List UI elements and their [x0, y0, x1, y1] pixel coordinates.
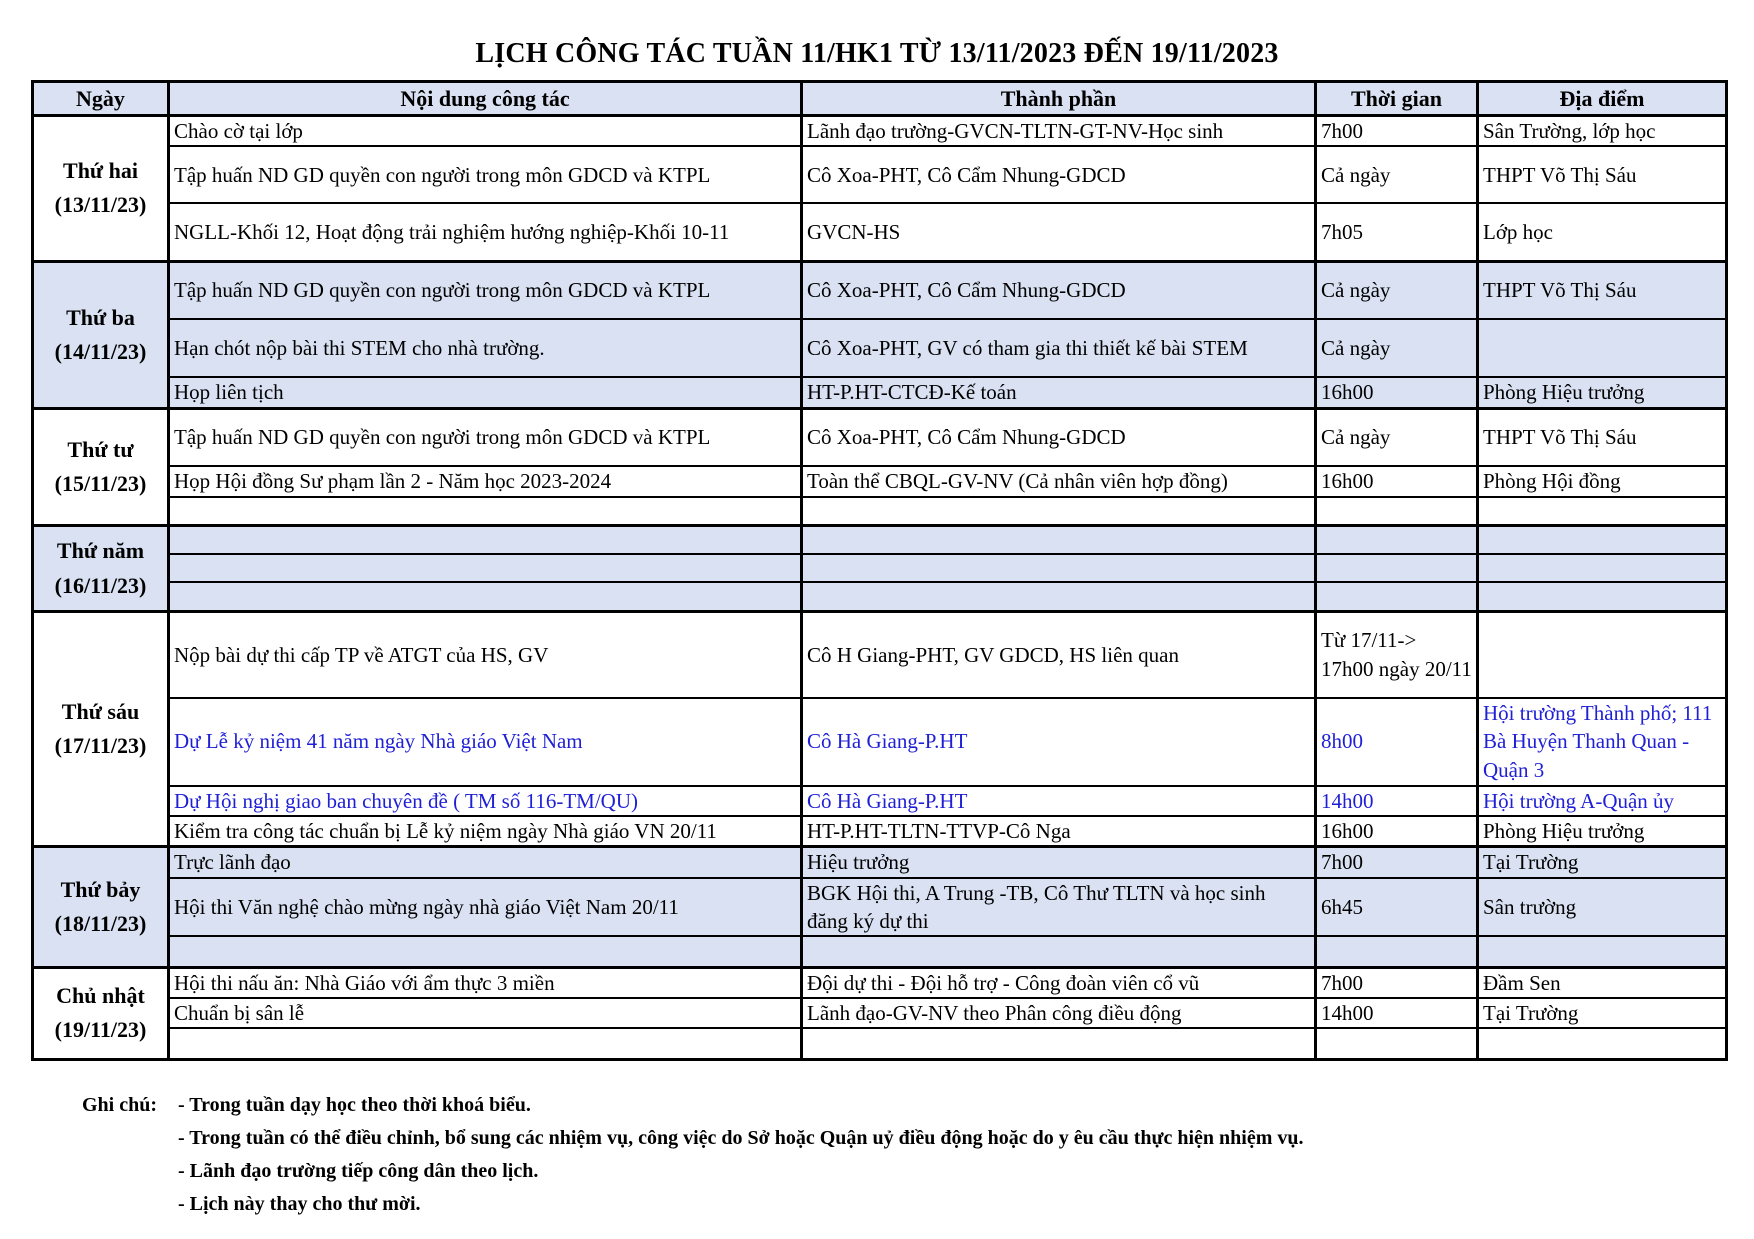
time-cell: Cả ngày	[1316, 261, 1478, 319]
time-cell: Cả ngày	[1316, 408, 1478, 466]
schedule-table	[31, 80, 1728, 1061]
table-row	[33, 526, 1727, 554]
content-cell: Tập huấn ND GD quyền con người trong môn GDCD và KTPL	[169, 408, 802, 466]
time-cell: 14h00	[1316, 998, 1478, 1028]
header-row	[33, 82, 1727, 116]
day-date: (19/11/23)	[54, 1017, 147, 1043]
table-row	[33, 466, 1727, 496]
participants-cell: GVCN-HS	[802, 203, 1316, 261]
note-line: - Lãnh đạo trường tiếp công dân theo lịch.	[178, 1160, 539, 1182]
day-name: Thứ bảy	[60, 876, 141, 902]
table-row	[33, 116, 1727, 147]
content-cell: Họp liên tịch	[169, 377, 802, 408]
table-row	[33, 203, 1727, 261]
content-cell: Chuẩn bị sân lễ	[169, 998, 802, 1028]
time-cell: Cả ngày	[1316, 146, 1478, 203]
participants-cell	[802, 554, 1316, 582]
time-cell: 7h05	[1316, 203, 1478, 261]
time-cell: 7h00	[1316, 847, 1478, 878]
time-cell	[1316, 497, 1478, 526]
place-cell	[1478, 612, 1727, 698]
place-cell: THPT Võ Thị Sáu	[1478, 261, 1727, 319]
participants-cell: Lãnh đạo trường-GVCN-TLTN-GT-NV-Học sinh	[802, 116, 1316, 147]
participants-cell: Cô Xoa-PHT, Cô Cẩm Nhung-GDCD	[802, 408, 1316, 466]
place-cell: Phòng Hội đồng	[1478, 466, 1727, 496]
place-cell	[1478, 526, 1727, 554]
place-cell: Lớp học	[1478, 203, 1727, 261]
place-cell	[1478, 319, 1727, 377]
participants-cell: Đội dự thi - Đội hỗ trợ - Công đoàn viên cổ vũ	[802, 967, 1316, 998]
table-row	[33, 816, 1727, 847]
day-date: (15/11/23)	[54, 470, 147, 496]
table-row	[33, 319, 1727, 377]
day-cell	[33, 847, 169, 968]
time-cell: 16h00	[1316, 816, 1478, 847]
content-cell: Kiểm tra công tác chuẩn bị Lễ kỷ niệm ngày Nhà giáo VN 20/11	[169, 816, 802, 847]
time-cell	[1316, 526, 1478, 554]
table-row	[33, 582, 1727, 612]
content-cell: Tập huấn ND GD quyền con người trong môn GDCD và KTPL	[169, 261, 802, 319]
content-cell: NGLL-Khối 12, Hoạt động trải nghiệm hướng nghiệp-Khối 10-11	[169, 203, 802, 261]
note-line: - Lịch này thay cho thư mời.	[178, 1193, 421, 1215]
note-line: - Trong tuần dạy học theo thời khoá biểu.	[178, 1094, 531, 1116]
participants-cell: Cô Hà Giang-P.HT	[802, 698, 1316, 786]
place-cell: Tại Trường	[1478, 998, 1727, 1028]
time-cell: 7h00	[1316, 967, 1478, 998]
place-cell: Đầm Sen	[1478, 967, 1727, 998]
content-cell: Dự Hội nghị giao ban chuyên đề ( TM số 116-TM/QU)	[169, 786, 802, 816]
content-cell: Trực lãnh đạo	[169, 847, 802, 878]
header-day: Ngày	[33, 82, 169, 116]
table-row	[33, 554, 1727, 582]
participants-cell: Hiệu trưởng	[802, 847, 1316, 878]
table-row	[33, 261, 1727, 319]
table-row	[33, 698, 1727, 786]
table-row	[33, 1028, 1727, 1059]
header-participants: Thành phần	[802, 82, 1316, 116]
day-date: (13/11/23)	[54, 192, 147, 218]
place-cell	[1478, 936, 1727, 967]
content-cell: Hạn chót nộp bài thi STEM cho nhà trường.	[169, 319, 802, 377]
day-name: Thứ hai	[63, 158, 138, 184]
day-date: (18/11/23)	[54, 910, 147, 936]
time-cell: Từ 17/11-> 17h00 ngày 20/11	[1316, 612, 1478, 698]
notes-label: Ghi chú:	[82, 1094, 158, 1116]
time-cell: 16h00	[1316, 466, 1478, 496]
participants-cell: Cô Xoa-PHT, GV có tham gia thi thiết kế bài STEM	[802, 319, 1316, 377]
header-place: Địa điểm	[1478, 82, 1727, 116]
table-row	[33, 786, 1727, 816]
place-cell: THPT Võ Thị Sáu	[1478, 408, 1727, 466]
day-name: Thứ năm	[56, 538, 145, 564]
time-cell	[1316, 582, 1478, 612]
note-line: - Trong tuần có thể điều chỉnh, bổ sung các nhiệm vụ, công việc do Sở hoặc Quận uỷ điều động hoặc do y êu cầu thực hiện nhiệm vụ.	[178, 1127, 1304, 1149]
time-cell: Cả ngày	[1316, 319, 1478, 377]
table-row	[33, 408, 1727, 466]
participants-cell	[802, 526, 1316, 554]
day-cell	[33, 967, 169, 1059]
content-cell: Dự Lễ kỷ niệm 41 năm ngày Nhà giáo Việt Nam	[169, 698, 802, 786]
page-title: LỊCH CÔNG TÁC TUẦN 11/HK1 TỪ 13/11/2023 ĐẾN 19/11/2023	[475, 38, 1279, 69]
header-content: Nội dung công tác	[169, 82, 802, 116]
content-cell: Họp Hội đồng Sư phạm lần 2 - Năm học 2023-2024	[169, 466, 802, 496]
day-date: (17/11/23)	[54, 733, 147, 759]
content-cell: Hội thi Văn nghệ chào mừng ngày nhà giáo Việt Nam 20/11	[169, 878, 802, 937]
time-cell: 8h00	[1316, 698, 1478, 786]
day-cell	[33, 408, 169, 525]
participants-cell: Cô H Giang-PHT, GV GDCD, HS liên quan	[802, 612, 1316, 698]
participants-cell: Toàn thể CBQL-GV-NV (Cả nhân viên hợp đồng)	[802, 466, 1316, 496]
table-row	[33, 847, 1727, 878]
place-cell: Hội trường A-Quận ủy	[1478, 786, 1727, 816]
content-cell: Nộp bài dự thi cấp TP về ATGT của HS, GV	[169, 612, 802, 698]
place-cell: Tại Trường	[1478, 847, 1727, 878]
place-cell: THPT Võ Thị Sáu	[1478, 146, 1727, 203]
header-time: Thời gian	[1316, 82, 1478, 116]
day-name: Thứ ba	[66, 304, 135, 330]
time-cell: 16h00	[1316, 377, 1478, 408]
content-cell	[169, 497, 802, 526]
place-cell	[1478, 1028, 1727, 1059]
day-cell	[33, 116, 169, 262]
table-row	[33, 612, 1727, 698]
place-cell: Phòng Hiệu trưởng	[1478, 377, 1727, 408]
content-cell	[169, 526, 802, 554]
content-cell: Hội thi nấu ăn: Nhà Giáo với ẩm thực 3 miền	[169, 967, 802, 998]
participants-cell: Cô Xoa-PHT, Cô Cẩm Nhung-GDCD	[802, 261, 1316, 319]
table-row	[33, 497, 1727, 526]
place-cell: Phòng Hiệu trưởng	[1478, 816, 1727, 847]
time-cell: 6h45	[1316, 878, 1478, 937]
participants-cell: HT-P.HT-TLTN-TTVP-Cô Nga	[802, 816, 1316, 847]
day-date: (16/11/23)	[54, 572, 147, 598]
place-cell: Sân trường	[1478, 878, 1727, 937]
day-name: Thứ tư	[67, 436, 134, 462]
participants-cell: BGK Hội thi, A Trung -TB, Cô Thư TLTN và học sinh đăng ký dự thi	[802, 878, 1316, 937]
time-cell: 7h00	[1316, 116, 1478, 147]
content-cell	[169, 554, 802, 582]
time-cell	[1316, 554, 1478, 582]
place-cell: Sân Trường, lớp học	[1478, 116, 1727, 147]
content-cell	[169, 1028, 802, 1059]
place-cell	[1478, 554, 1727, 582]
participants-cell: HT-P.HT-CTCĐ-Kế toán	[802, 377, 1316, 408]
day-cell	[33, 612, 169, 847]
participants-cell	[802, 1028, 1316, 1059]
time-cell: 14h00	[1316, 786, 1478, 816]
time-cell	[1316, 1028, 1478, 1059]
content-cell	[169, 582, 802, 612]
day-date: (14/11/23)	[54, 338, 147, 364]
day-name: Chủ nhật	[56, 983, 145, 1009]
day-cell	[33, 261, 169, 408]
participants-cell	[802, 497, 1316, 526]
day-cell	[33, 526, 169, 612]
table-row	[33, 878, 1727, 937]
content-cell: Tập huấn ND GD quyền con người trong môn GDCD và KTPL	[169, 146, 802, 203]
content-cell	[169, 936, 802, 967]
table-row	[33, 936, 1727, 967]
table-row	[33, 998, 1727, 1028]
time-cell	[1316, 936, 1478, 967]
participants-cell	[802, 936, 1316, 967]
content-cell: Chào cờ tại lớp	[169, 116, 802, 147]
participants-cell: Lãnh đạo-GV-NV theo Phân công điều động	[802, 998, 1316, 1028]
participants-cell: Cô Xoa-PHT, Cô Cẩm Nhung-GDCD	[802, 146, 1316, 203]
participants-cell	[802, 582, 1316, 612]
table-row	[33, 967, 1727, 998]
table-row	[33, 377, 1727, 408]
place-cell	[1478, 497, 1727, 526]
place-cell: Hội trường Thành phố; 111 Bà Huyện Thanh Quan - Quận 3	[1478, 698, 1727, 786]
table-row	[33, 146, 1727, 203]
participants-cell: Cô Hà Giang-P.HT	[802, 786, 1316, 816]
day-name: Thứ sáu	[61, 699, 140, 725]
place-cell	[1478, 582, 1727, 612]
